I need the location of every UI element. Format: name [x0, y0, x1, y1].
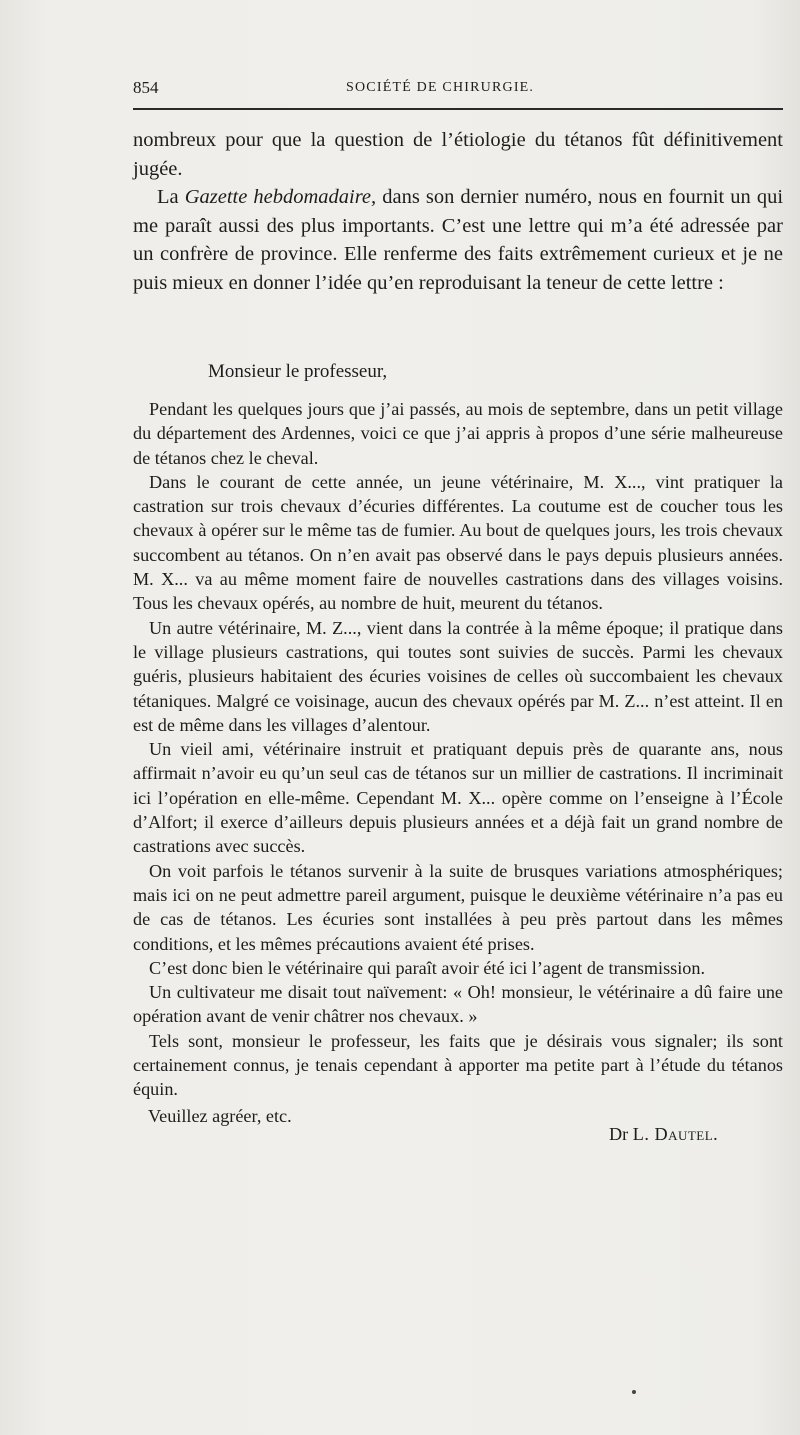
- letter-paragraph: Un cultivateur me disait tout naïvement: « Oh! monsieur, le vétérinaire a dû faire une opération avant de venir châtrer nos chevaux. »: [133, 982, 783, 1027]
- signature-prefix: Dr: [609, 1124, 629, 1144]
- letter-body: [133, 397, 783, 1102]
- letter-paragraph: Un autre vétérinaire, M. Z..., vient dans la contrée à la même époque; il pratique dans le village plusieurs castrations, qui toutes sont suivies de succès. Parmi les chevaux guéris, plusieurs habitaient des écuries voisines de celles où succombaient les chevaux tétaniques. Malgré ce voisinage, aucun des chevaux opérés par M. Z... n’est atteint. Il en est de même dans les villages d’alentour.: [133, 617, 783, 735]
- ink-speck: [632, 1390, 636, 1394]
- letter-paragraph: Pendant les quelques jours que j’ai passés, au mois de septembre, dans un petit village du département des Ardennes, voici ce que j’ai appris à propos d’une série malheureuse de tétanos chez le cheval.: [133, 399, 783, 468]
- letter-signature: [609, 1124, 718, 1145]
- running-head: SOCIÉTÉ DE CHIRURGIE.: [346, 80, 535, 95]
- paragraph-gazette: [133, 183, 783, 297]
- signature-name: L. Dautel.: [632, 1124, 719, 1144]
- paragraph-continuation: nombreux pour que la question de l’étiologie du tétanos fût définitivement jugée.: [133, 129, 783, 180]
- letter-paragraph: C’est donc bien le vétérinaire qui paraît avoir été ici l’agent de transmission.: [149, 957, 706, 978]
- body-text: [133, 126, 783, 297]
- letter-paragraph: On voit parfois le tétanos survenir à la suite de brusques variations atmosphériques; mais ici on ne peut admettre pareil argument, puisque le deuxième vétérinaire n’a pas eu de cas de tétanos. Les écuries sont installées à peu près partout dans les mêmes conditions, et les mêmes précautions avaient été prises.: [133, 860, 783, 954]
- letter-paragraph: Un vieil ami, vétérinaire instruit et pratiquant depuis près de quarante ans, nous affirmait n’avoir eu qu’un seul cas de tétanos sur un millier de castrations. Il incriminait ici l’opération en elle-même. Cependant M. X... opère comme on l’enseigne à l’École d’Alfort; il exerce d’ailleurs depuis plusieurs années et a déjà fait un grand nombre de castrations avec succès.: [133, 739, 783, 857]
- letter-salutation: Monsieur le professeur,: [208, 361, 388, 382]
- letter-paragraph: Tels sont, monsieur le professeur, les faits que je désirais vous signaler; ils sont certainement connus, je tenais cependant à apporter ma petite part à l’étude du tétanos équin.: [133, 1030, 783, 1100]
- header-rule: [133, 108, 783, 110]
- paragraph-rest: dans son dernier numéro, nous en fournit un qui me paraît aussi des plus importants. C’est une lettre qui m’a été adressée par un confrère de province. Elle renferme des faits extrêmement curieux et je ne puis mieux en donner l’idée qu’en reproduisant la teneur de cette lettre :: [133, 186, 784, 294]
- paragraph-start: La: [157, 186, 179, 208]
- journal-title: Gazette hebdomadaire,: [184, 186, 377, 208]
- letter-paragraph: Dans le courant de cette année, un jeune vétérinaire, M. X..., vint pratiquer la castration sur trois chevaux d’écuries différentes. La coutume est de coucher tous les chevaux à opérer sur le même tas de fumier. Au bout de quelques jours, les trois chevaux succombent au tétanos. On n’en avait pas observé dans le pays depuis plusieurs années. M. X... va au même moment faire de nouvelles castrations dans des villages voisins. Tous les chevaux opérés, au nombre de huit, meurent du tétanos.: [133, 471, 783, 614]
- letter-closing: Veuillez agréer, etc.: [148, 1106, 292, 1126]
- page-number: 854: [133, 78, 159, 97]
- page-header: [133, 78, 783, 100]
